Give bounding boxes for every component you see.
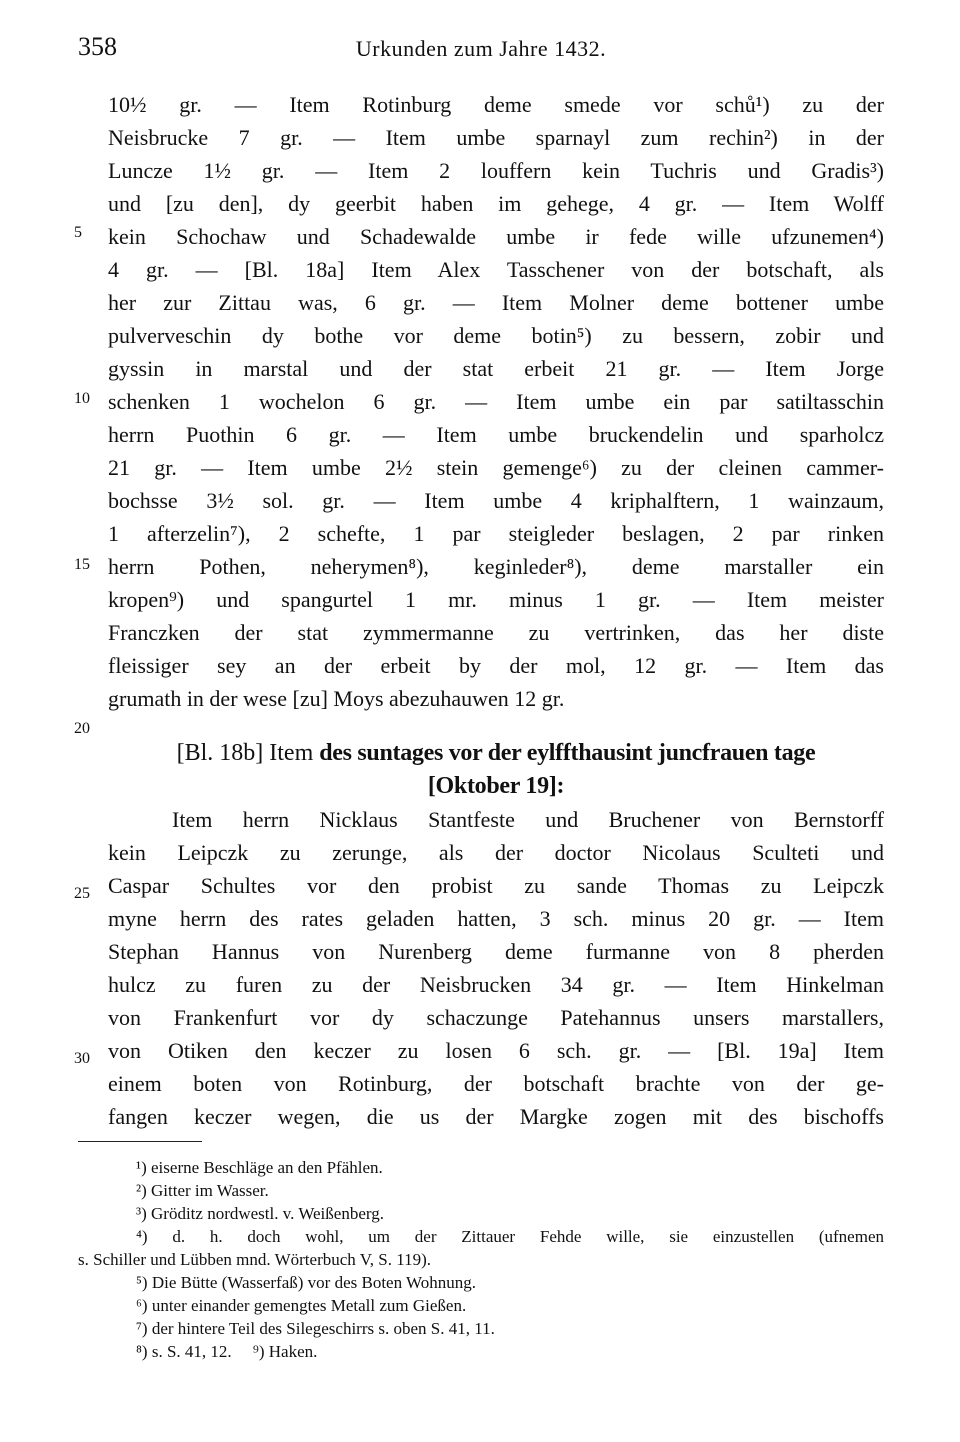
line-number: 20 [74,720,90,737]
text-line: von Frankenfurt vor dy schaczunge Patehannus unsers marstallers, [108,1005,884,1030]
footnote: ³) Gröditz nordwestl. v. Weißenberg. [136,1204,384,1223]
folio-ref: [Bl. 18b] Item [176,740,320,766]
main-text [108,88,884,1133]
text-line: bochsse 3½ sol. gr. — Item umbe 4 kriphalftern, 1 wainzaum, [108,488,884,513]
text-line: 10½ gr. — Item Rotinburg deme smede vor schů¹) zu der [108,92,884,117]
footnote: ¹) eiserne Beschläge an den Pfählen. [136,1158,383,1177]
text-line: einem boten von Rotinburg, der botschaft brachte von der ge- [108,1071,884,1096]
footnote: ⁶) unter einander gemengtes Metall zum Gießen. [136,1296,467,1315]
text-line: Luncze 1½ gr. — Item 2 louffern kein Tuchris und Gradis³) [108,158,884,183]
text-line: myne herrn des rates geladen hatten, 3 sch. minus 20 gr. — Item [108,906,884,931]
text-line: herrn Pothen, neherymen⁸), keginleder⁸), deme marstaller ein [108,554,884,579]
footnote: ²) Gitter im Wasser. [136,1181,269,1200]
text-line: kein Schochaw und Schadewalde umbe ir fede wille ufzunemen⁴) [108,224,884,249]
text-line: 1 afterzelin⁷), 2 schefte, 1 par steigleder beslagen, 2 par rinken [108,521,884,546]
footnote: ⁷) der hintere Teil des Silegeschirrs s. oben S. 41, 11. [136,1319,495,1338]
text-line: Caspar Schultes vor den probist zu sande Thomas zu Leipczk [108,873,884,898]
text-line: herrn Puothin 6 gr. — Item umbe bruckendelin und sparholcz [108,422,884,447]
footnote: ⁴) d. h. doch wohl, um der Zittauer Fehde wille, sie einzustellen (ufnemen [136,1227,884,1246]
text-line: hulcz zu furen zu der Neisbrucken 34 gr. — Item Hinkelman [108,972,884,997]
text-line: und [zu den], dy geerbit haben im gehege, 4 gr. — Item Wolff [108,191,884,216]
running-head: Urkunden zum Jahre 1432. [355,36,607,61]
section-heading [108,737,884,770]
line-number: 15 [74,556,90,573]
text-line: fleissiger sey an der erbeit by der mol, 12 gr. — Item das [108,653,884,678]
text-line: Item herrn Nicklaus Stantfeste und Bruchener von Bernstorff [172,807,884,832]
page-number: 358 [78,32,117,61]
page-header [78,32,884,72]
line-number: 30 [74,1050,90,1067]
section-heading-date: [Oktober 19]: [427,773,565,799]
footnote-divider [78,1141,202,1142]
line-number: 10 [74,390,90,407]
text-line: 4 gr. — [Bl. 18a] Item Alex Tasschener von der botschaft, als [108,257,884,282]
footnotes [78,1156,884,1363]
line-number: 5 [74,224,82,241]
text-line: kein Leipczk zu zerunge, als der doctor Nicolaus Sculteti und [108,840,884,865]
text-line: pulverveschin dy bothe vor deme botin⁵) zu bessern, zobir und [108,323,884,348]
text-line: kropen⁹) und spangurtel 1 mr. minus 1 gr. — Item meister [108,587,884,612]
footnote: ⁵) Die Bütte (Wasserfaß) vor des Boten Wohnung. [136,1273,476,1292]
text-line: Stephan Hannus von Nurenberg deme furmanne von 8 pherden [108,939,884,964]
footnote-continuation: s. Schiller und Lübben mnd. Wörterbuch V, S. 119). [78,1250,432,1269]
text-line: von Otiken den keczer zu losen 6 sch. gr. — [Bl. 19a] Item [108,1038,884,1063]
text-line: Neisbrucke 7 gr. — Item umbe sparnayl zum rechin²) in der [108,125,884,150]
text-line: gyssin in marstal und der stat erbeit 21 gr. — Item Jorge [108,356,884,381]
text-line: 21 gr. — Item umbe 2½ stein gemenge⁶) zu der cleinen cammer- [108,455,884,480]
text-line: her zur Zittau was, 6 gr. — Item Molner deme bottener umbe [108,290,884,315]
line-number: 25 [74,885,90,902]
text-line: fangen keczer wegen, die us der Margke zogen mit des bischoffs [108,1104,884,1129]
text-line: Franczken der stat zymmermanne zu vertrinken, das her diste [108,620,884,645]
heading-bold-text: des suntages vor der eylffthausint juncfrauen tage [319,740,816,766]
text-line: grumath in der wese [zu] Moys abezuhauwen 12 gr. [108,686,565,711]
text-line: schenken 1 wochelon 6 gr. — Item umbe ein par satiltasschin [108,389,884,414]
footnote: ⁸) s. S. 41, 12. ⁹) Haken. [136,1342,318,1361]
